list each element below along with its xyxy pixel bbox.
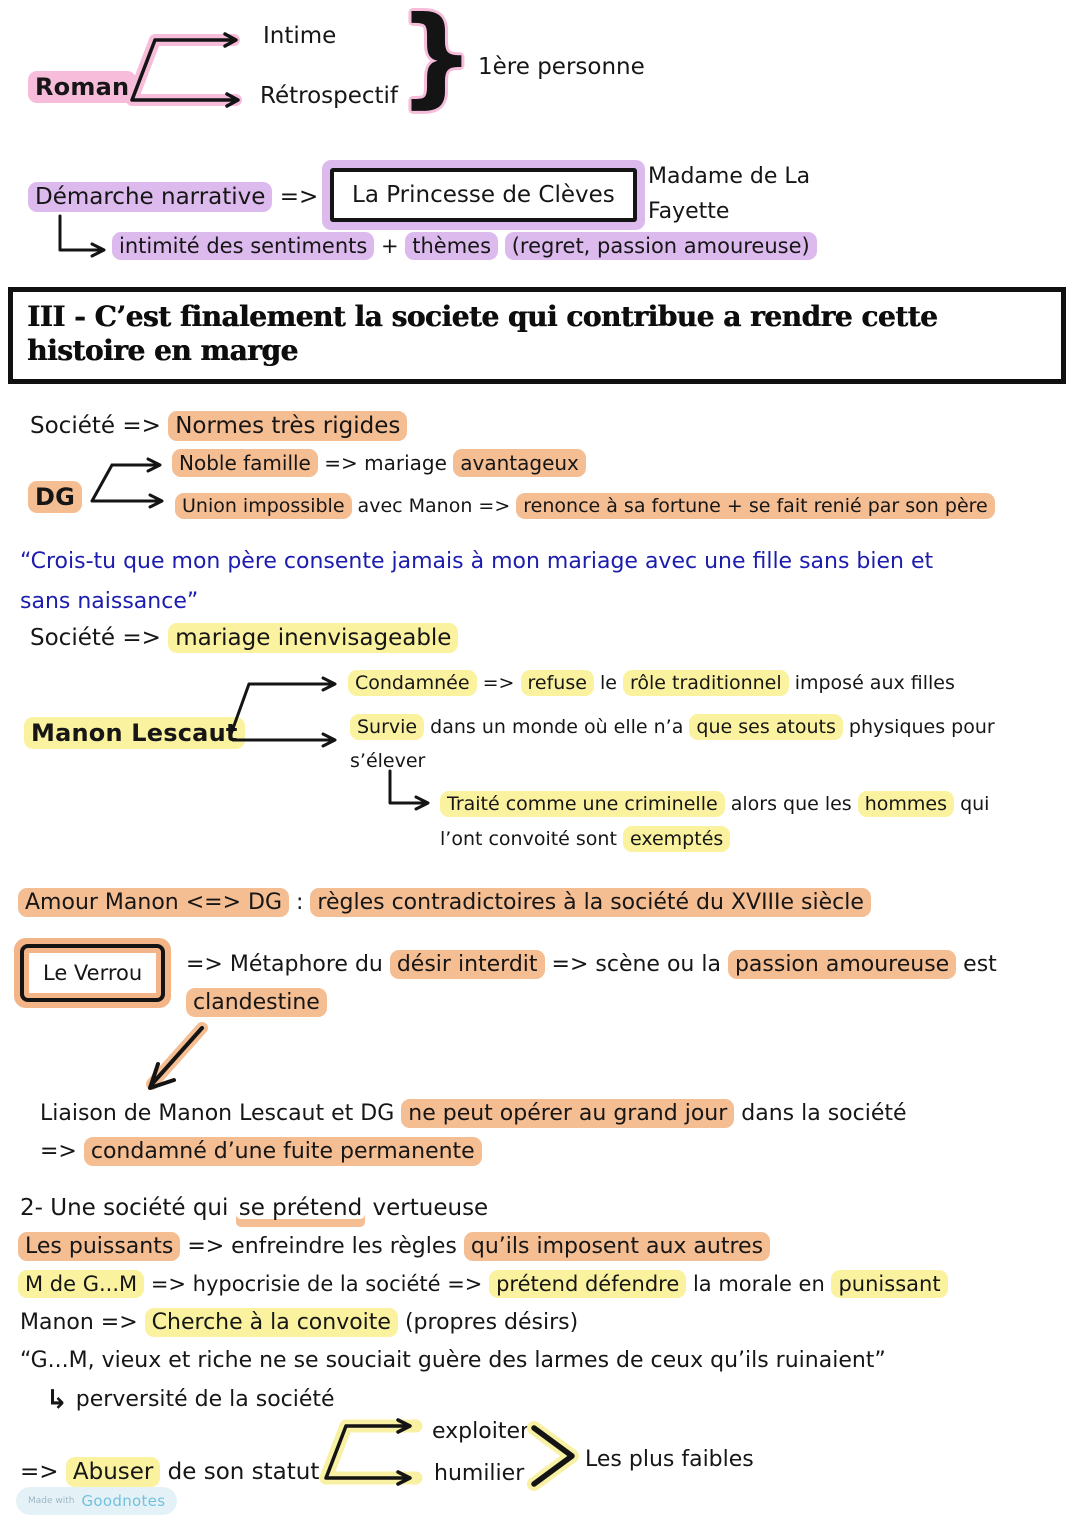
verrou-diagonal-arrow (130, 1018, 220, 1108)
text-segment: avec Manon => (351, 495, 517, 517)
text-segment: qui (954, 793, 990, 815)
text-segment: hommes (858, 791, 954, 817)
survie-line-1 (350, 715, 995, 740)
text-segment: rôle traditionnel (623, 670, 789, 696)
text-segment: Manon Lescaut (24, 717, 245, 749)
corner-arrow-icon: ↳ (46, 1385, 68, 1415)
text-segment: se prétend (236, 1195, 366, 1227)
text-segment: Les puissants (18, 1232, 180, 1261)
text-segment: M de G...M (18, 1270, 144, 1298)
text-segment: dans un monde où elle n’a (424, 716, 690, 738)
text-segment: Survie (350, 714, 424, 740)
part2-heading (20, 1194, 488, 1224)
m-de-gm-line (18, 1271, 948, 1298)
text-segment: condamné d’une fuite permanente (84, 1137, 482, 1166)
text-segment: => mariage (317, 451, 454, 475)
section-title-box (8, 287, 1066, 384)
text-segment: (regret, passion amoureuse) (505, 232, 817, 260)
manon-cherche-line (20, 1309, 578, 1338)
text-segment: Démarche narrative (28, 182, 272, 212)
text-segment: => (40, 1139, 84, 1164)
text-segment: passion amoureuse (728, 950, 956, 979)
text-segment: l’ont convoité sont (440, 828, 623, 850)
text-segment: => (476, 672, 521, 694)
perversite-text: perversité de la société (75, 1387, 335, 1412)
le-verrou-box: Le Verrou (24, 948, 161, 998)
author-line-2: Fayette (648, 199, 730, 224)
goodnotes-brand: Goodnotes (81, 1492, 166, 1510)
verrou-metaphore-line-1 (186, 951, 997, 980)
text-segment: Société => (30, 625, 169, 651)
text-segment: avantageux (453, 449, 586, 477)
humilier-label: humilier (434, 1461, 525, 1486)
text-segment: Amour Manon <=> DG (18, 888, 289, 917)
author-line-1: Madame de La (648, 164, 811, 189)
text-segment: exemptés (623, 826, 730, 852)
text-segment: ne peut opérer au grand jour (401, 1099, 734, 1128)
amour-manon-dg-line (18, 889, 871, 918)
text-segment: Liaison de Manon Lescaut et DG (40, 1101, 402, 1126)
demarche-narrative-line (28, 183, 318, 213)
text-segment: clandestine (186, 988, 327, 1017)
text-segment: renonce à sa fortune + se fait renié par son père (516, 493, 994, 519)
union-impossible-line (175, 494, 995, 519)
demarche-branch-arrow (50, 214, 120, 264)
text-segment: de son statut (160, 1459, 320, 1485)
liaison-line-2 (40, 1138, 482, 1167)
text-segment: => enfreindre les règles (180, 1234, 464, 1259)
dg-fork-arrows (82, 455, 177, 510)
text-segment: Manon => (20, 1310, 145, 1335)
goodnotes-watermark (16, 1487, 177, 1515)
text-segment: dans la société (734, 1101, 907, 1126)
text-segment: le (593, 672, 623, 694)
traite-line-1 (440, 792, 989, 817)
princesse-de-cleves-box: La Princesse de Clèves (330, 168, 637, 222)
text-segment: Abuser (66, 1457, 161, 1487)
text-segment: qu’ils imposent aux autres (464, 1232, 770, 1261)
text-segment: Normes très rigides (168, 411, 407, 441)
premiere-personne-label: 1ère personne (478, 54, 645, 80)
intime-label: Intime (263, 23, 337, 49)
exploiter-label: exploiter (432, 1419, 530, 1444)
chevron-brace (528, 1422, 580, 1490)
text-segment: physiques pour (842, 716, 995, 738)
text-segment: que ses atouts (689, 714, 842, 740)
text-segment: intimité des sentiments (112, 232, 374, 260)
text-segment: : (289, 890, 311, 915)
quote-crois-tu-line-1: “Crois-tu que mon père consente jamais à mon mariage avec une fille sans bien et (20, 549, 934, 574)
text-segment: la morale en (686, 1272, 832, 1296)
text-segment: règles contradictoires à la société du XVIIIe siècle (310, 888, 871, 917)
roman-label (28, 72, 136, 103)
text-segment: mariage inenvisageable (168, 623, 458, 653)
manon-fork-arrows (225, 672, 345, 750)
text-segment: thèmes (405, 232, 498, 260)
abuser-fork-arrows (318, 1414, 430, 1492)
survie-branch-arrow (380, 769, 440, 814)
text-segment: 2- Une société qui (20, 1195, 236, 1221)
section-title-line-1: III - C’est finalement la societe qui contribue a rendre cette (27, 300, 938, 333)
text-segment: imposé aux filles (788, 672, 955, 694)
traite-line-2 (440, 827, 730, 852)
text-segment: Union impossible (175, 493, 352, 519)
survie-line-2: s’élever (350, 750, 426, 772)
text-segment: + (374, 234, 406, 258)
liaison-line-1 (40, 1100, 907, 1129)
text-segment: est (956, 952, 997, 977)
text-segment: alors que les (724, 793, 858, 815)
text-segment: vertueuse (365, 1195, 489, 1221)
condamnee-line (348, 671, 955, 696)
dg-label (28, 482, 82, 513)
text-segment: Condamnée (348, 670, 477, 696)
text-segment: Société => (30, 413, 169, 439)
curly-brace: } (398, 0, 475, 119)
societe-normes-line (30, 412, 407, 442)
text-segment: Cherche à la convoite (145, 1308, 398, 1337)
text-segment: => (272, 184, 319, 210)
les-puissants-line (18, 1233, 770, 1262)
text-segment: Noble famille (172, 449, 318, 477)
text-segment: désir interdit (390, 950, 545, 979)
text-segment: => hypocrisie de la société => (144, 1272, 490, 1296)
manon-lescaut-label (24, 718, 245, 749)
text-segment (498, 234, 505, 258)
retrospectif-label: Rétrospectif (260, 83, 399, 109)
societe-mariage-line (30, 624, 458, 654)
made-with-text: Made with (28, 1496, 75, 1506)
section-title-line-2: histoire en marge (27, 333, 298, 367)
perversite-line (46, 1382, 335, 1416)
text-segment: Roman (28, 71, 136, 103)
text-segment: => (20, 1459, 66, 1485)
quote-gm-line: “G...M, vieux et riche ne se souciait guère des larmes de ceux qu’ils ruinaient” (20, 1348, 886, 1373)
text-segment: DG (28, 481, 82, 513)
les-plus-faibles-label: Les plus faibles (585, 1447, 754, 1472)
verrou-metaphore-line-2 (186, 989, 327, 1018)
text-segment: => Métaphore du (186, 952, 390, 977)
quote-crois-tu-line-2: sans naissance” (20, 589, 199, 614)
text-segment: refuse (521, 670, 594, 696)
roman-fork-arrows (122, 26, 257, 110)
intimite-themes-line (112, 233, 817, 260)
text-segment: (propres désirs) (397, 1310, 579, 1335)
text-segment: Traité comme une criminelle (440, 791, 725, 817)
text-segment: punissant (831, 1270, 947, 1298)
noble-famille-line (172, 450, 586, 476)
text-segment: => scène ou la (544, 952, 728, 977)
abuser-line (20, 1458, 319, 1488)
text-segment: prétend défendre (489, 1270, 686, 1298)
